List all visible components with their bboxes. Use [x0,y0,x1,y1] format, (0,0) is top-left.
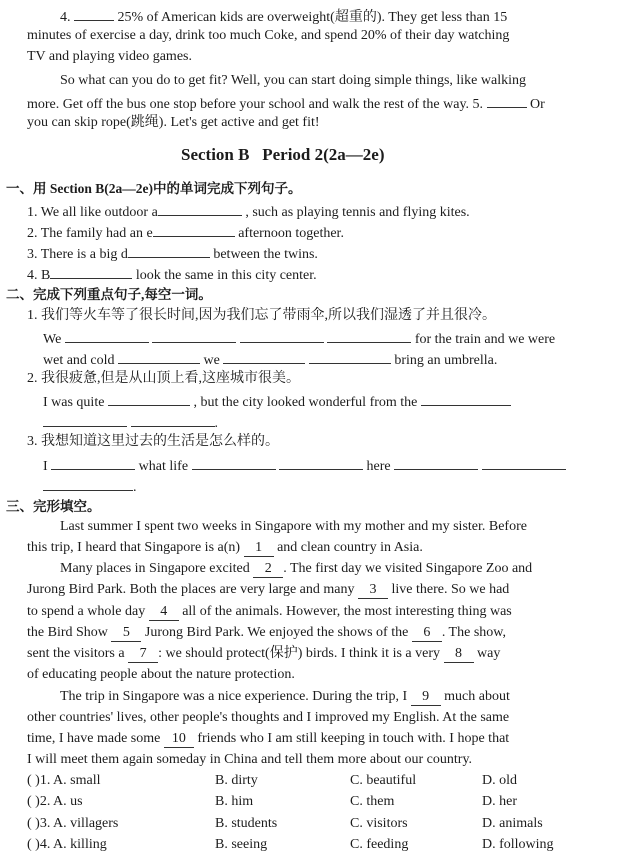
option-d[interactable]: D. animals [482,816,543,831]
answer-blank[interactable] [309,349,391,364]
answer-blank[interactable] [118,349,200,364]
answer-blank[interactable] [240,328,324,343]
passage-line: you can skip rope(跳绳). Let's get active and get fit! [27,115,320,130]
answer-blank[interactable] [65,328,149,343]
answer-blank[interactable] [43,412,127,427]
cloze-line: I will meet them again someday in China and tell them more about our country. [27,752,473,767]
option-c[interactable]: C. them [350,794,395,809]
section-title: Section B Period 2(2a—2e) [181,145,385,164]
answer-blank[interactable] [74,6,114,21]
passage-line: 4. 25% of American kids are overweight(超重的). They get less than 15 [60,6,507,27]
exercise-line: wet and cold we bring an umbrella. [43,349,497,370]
answer-blank[interactable] [421,391,511,406]
section-heading: 三、完形填空。 [6,499,101,514]
option-b[interactable]: B. students [215,816,278,831]
answer-blank[interactable] [394,455,478,470]
exercise-prompt: 2. 我很疲惫,但是从山顶上看,这座城市很美。 [27,371,300,386]
answer-blank[interactable] [158,201,242,216]
answer-blank[interactable] [131,412,215,427]
answer-blank[interactable] [108,391,190,406]
answer-blank[interactable] [128,243,210,258]
option-question[interactable]: ( )4. A. killing [27,837,107,852]
cloze-line: Last summer I spent two weeks in Singapore with my mother and my sister. Before [60,519,527,534]
answer-blank[interactable] [487,93,527,108]
exercise-line: I what life here [43,455,566,476]
exercise-line: . [43,476,137,497]
option-question[interactable]: ( )1. A. small [27,773,101,788]
exercise-line: We for the train and we were [43,328,555,349]
option-d[interactable]: D. old [482,773,517,788]
cloze-blank-1[interactable]: 1 [244,540,274,557]
cloze-line: this trip, I heard that Singapore is a(n) 1 and clean country in Asia. [27,540,423,555]
cloze-blank-10[interactable]: 10 [164,731,194,748]
cloze-line: of educating people about the nature protection. [27,667,295,682]
cloze-blank-6[interactable]: 6 [412,625,442,642]
cloze-line: other countries' lives, other people's thoughts and I improved my English. At the same [27,710,510,725]
option-b[interactable]: B. him [215,794,254,809]
section-heading: 二、完成下列重点句子,每空一词。 [6,287,212,302]
cloze-blank-3[interactable]: 3 [358,582,388,599]
exercise-line: 3. There is a big d between the twins. [27,243,318,264]
option-d[interactable]: D. her [482,794,517,809]
cloze-line: the Bird Show 5 Jurong Bird Park. We enjoyed the shows of the 6 . The show, [27,625,506,640]
exercise-line: 2. The family had an e afternoon together. [27,222,344,243]
cloze-blank-8[interactable]: 8 [444,646,474,663]
answer-blank[interactable] [152,328,236,343]
cloze-line: The trip in Singapore was a nice experience. During the trip, I 9 much about [60,689,510,704]
cloze-blank-9[interactable]: 9 [411,689,441,706]
answer-blank[interactable] [153,222,235,237]
answer-blank[interactable] [43,476,133,491]
exercise-line: . [43,412,218,433]
answer-blank[interactable] [327,328,411,343]
cloze-line: time, I have made some 10 friends who I am still keeping in touch with. I hope that [27,731,510,746]
cloze-blank-4[interactable]: 4 [149,604,179,621]
option-b[interactable]: B. seeing [215,837,268,852]
option-c[interactable]: C. beautiful [350,773,417,788]
passage-line: TV and playing video games. [27,49,192,64]
exercise-line: 1. We all like outdoor a , such as playing tennis and flying kites. [27,201,470,222]
question-number: 4. [60,10,71,25]
passage-line: So what can you do to get fit? Well, you can start doing simple things, like walking [60,73,526,88]
section-heading: 一、用 Section B(2a—2e)中的单词完成下列句子。 [6,181,302,196]
passage-line: minutes of exercise a day, drink too much Coke, and spend 20% of their day watching [27,28,510,43]
exercise-line: I was quite , but the city looked wonderful from the [43,391,511,412]
cloze-blank-5[interactable]: 5 [111,625,141,642]
option-b[interactable]: B. dirty [215,773,258,788]
option-question[interactable]: ( )2. A. us [27,794,83,809]
cloze-line: to spend a whole day 4 all of the animals. However, the most interesting thing was [27,604,512,619]
exercise-prompt: 3. 我想知道这里过去的生活是怎么样的。 [27,434,279,449]
answer-blank[interactable] [192,455,276,470]
answer-blank[interactable] [51,455,135,470]
answer-blank[interactable] [482,455,566,470]
answer-blank[interactable] [223,349,305,364]
cloze-line: Jurong Bird Park. Both the places are very large and many 3 live there. So we had [27,582,510,597]
answer-blank[interactable] [50,264,132,279]
cloze-line: sent the visitors a 7 : we should protect(保护) birds. I think it is a very 8 way [27,646,501,661]
exercise-prompt: 1. 我们等火车等了很长时间,因为我们忘了带雨伞,所以我们湿透了并且很冷。 [27,308,496,323]
passage-line: more. Get off the bus one stop before your school and walk the rest of the way. 5. Or [27,93,545,114]
cloze-blank-2[interactable]: 2 [253,561,283,578]
option-d[interactable]: D. following [482,837,554,852]
cloze-line: Many places in Singapore excited 2 . The first day we visited Singapore Zoo and [60,561,533,576]
option-question[interactable]: ( )3. A. villagers [27,816,119,831]
option-c[interactable]: C. feeding [350,837,409,852]
option-c[interactable]: C. visitors [350,816,408,831]
exercise-line: 4. B look the same in this city center. [27,264,317,285]
cloze-blank-7[interactable]: 7 [128,646,158,663]
answer-blank[interactable] [279,455,363,470]
